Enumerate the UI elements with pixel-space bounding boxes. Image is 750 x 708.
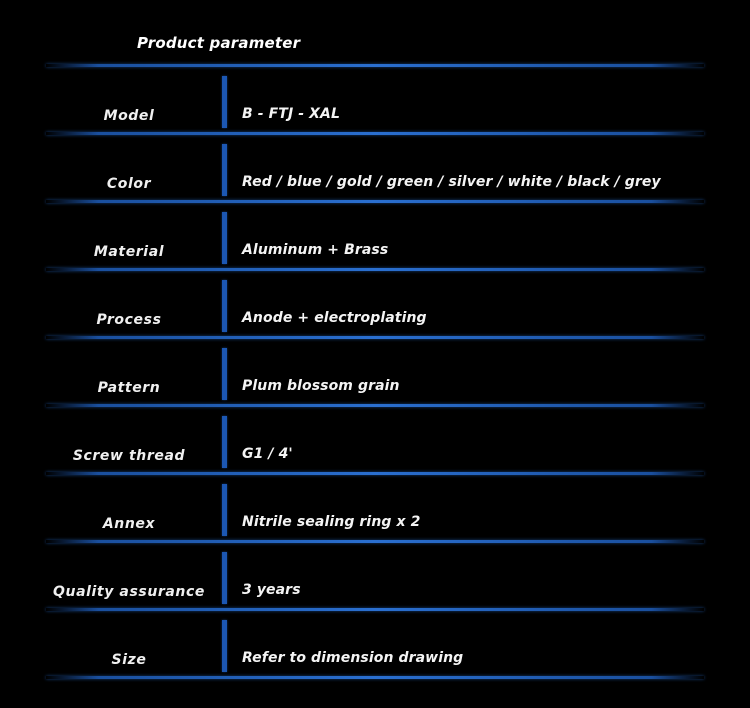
table-row-model xyxy=(0,68,750,136)
divider xyxy=(46,200,704,203)
row-value-quality-assurance: 3 years xyxy=(242,582,301,598)
row-separator-bar xyxy=(222,416,227,468)
divider xyxy=(46,64,704,67)
divider xyxy=(46,336,704,339)
row-label-screw-thread: Screw thread xyxy=(72,448,186,464)
divider xyxy=(46,132,704,135)
table-row-annex xyxy=(0,476,750,544)
row-value-annex: Nitrile sealing ring x 2 xyxy=(242,514,421,530)
row-label-material: Material xyxy=(93,244,165,260)
divider xyxy=(46,676,704,679)
divider xyxy=(46,608,704,611)
row-value-process: Anode + electroplating xyxy=(242,310,427,326)
row-label-annex: Annex xyxy=(102,516,156,532)
row-separator-bar xyxy=(222,348,227,400)
row-separator-bar xyxy=(222,552,227,604)
row-label-model: Model xyxy=(103,108,155,124)
table-row-process xyxy=(0,272,750,340)
row-value-material: Aluminum + Brass xyxy=(242,242,389,258)
divider xyxy=(46,472,704,475)
row-value-size: Refer to dimension drawing xyxy=(242,650,464,666)
row-separator-bar xyxy=(222,484,227,536)
table-row-quality-assurance xyxy=(0,544,750,612)
row-label-pattern: Pattern xyxy=(97,380,161,396)
divider xyxy=(46,540,704,543)
page-title: Product parameter xyxy=(137,34,301,52)
table-row-color xyxy=(0,136,750,204)
table-row-size xyxy=(0,612,750,680)
row-label-process: Process xyxy=(96,312,162,328)
row-separator-bar xyxy=(222,620,227,672)
divider xyxy=(46,404,704,407)
divider xyxy=(46,268,704,271)
row-label-quality-assurance: Quality assurance xyxy=(53,584,205,600)
row-value-screw-thread: G1 / 4' xyxy=(242,446,293,462)
row-value-model: B - FTJ - XAL xyxy=(242,106,340,122)
table-row-material xyxy=(0,204,750,272)
row-separator-bar xyxy=(222,212,227,264)
table-row-screw-thread xyxy=(0,408,750,476)
row-separator-bar xyxy=(222,280,227,332)
row-label-size: Size xyxy=(111,652,147,668)
row-separator-bar xyxy=(222,144,227,196)
row-value-color: Red / blue / gold / green / silver / white / black / grey xyxy=(242,174,661,190)
table-row-pattern xyxy=(0,340,750,408)
row-separator-bar xyxy=(222,76,227,128)
row-value-pattern: Plum blossom grain xyxy=(242,378,400,394)
row-label-color: Color xyxy=(106,176,152,192)
